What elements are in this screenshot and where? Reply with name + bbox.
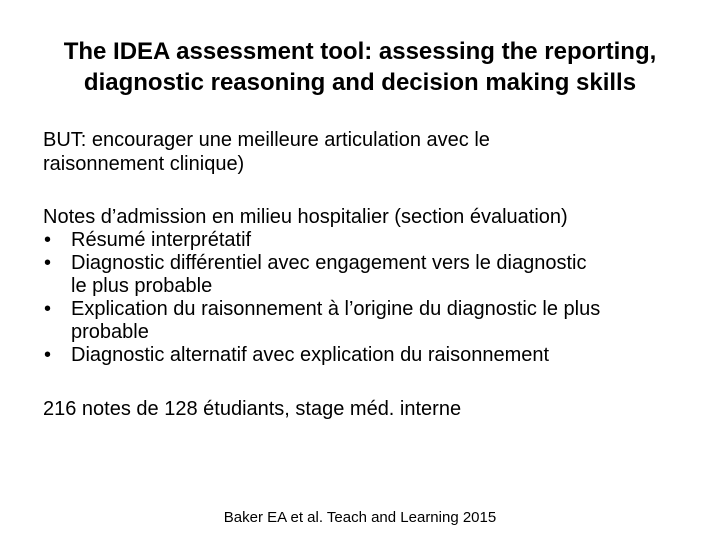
bullet-item-1-line-1: Résumé interprétatif [71,229,252,251]
citation: Baker EA et al. Teach and Learning 2015 [223,509,497,526]
bullet-item-3 [43,298,693,344]
goal-line-1: BUT: encourager une meilleure articulation avec le [43,129,490,151]
bullet-dot-icon: • [44,252,52,274]
bullet-item-2-line-2: le plus probable [71,275,213,297]
bullet-item-4-line-1: Diagnostic alternatif avec explication du raisonnement [71,344,550,366]
goal-line-2: raisonnement clinique) [43,153,245,175]
bullet-dot-icon: • [44,298,52,320]
slide-title [36,36,684,98]
sample-description: 216 notes de 128 étudiants, stage méd. interne [43,398,462,420]
bullet-dot-icon: • [44,229,52,251]
bullet-dot-icon: • [44,344,52,366]
bullet-item-2-line-1: Diagnostic différentiel avec engagement vers le diagnostic [71,252,587,274]
goal-statement [43,128,693,176]
bullet-item-2 [43,252,693,298]
notes-heading: Notes d’admission en milieu hospitalier (section évaluation) [43,206,568,228]
bullet-item-1 [43,229,693,252]
bullet-item-3-line-1: Explication du raisonnement à l’origine du diagnostic le plus [71,298,601,320]
bullet-item-3-line-2: probable [71,321,149,343]
slide-body [43,128,693,421]
slide-title-line-2: diagnostic reasoning and decision making skills [83,69,637,96]
notes-bullet-list [43,229,693,367]
bullet-item-4 [43,344,693,367]
slide-title-line-1: The IDEA assessment tool: assessing the reporting, [63,38,657,65]
